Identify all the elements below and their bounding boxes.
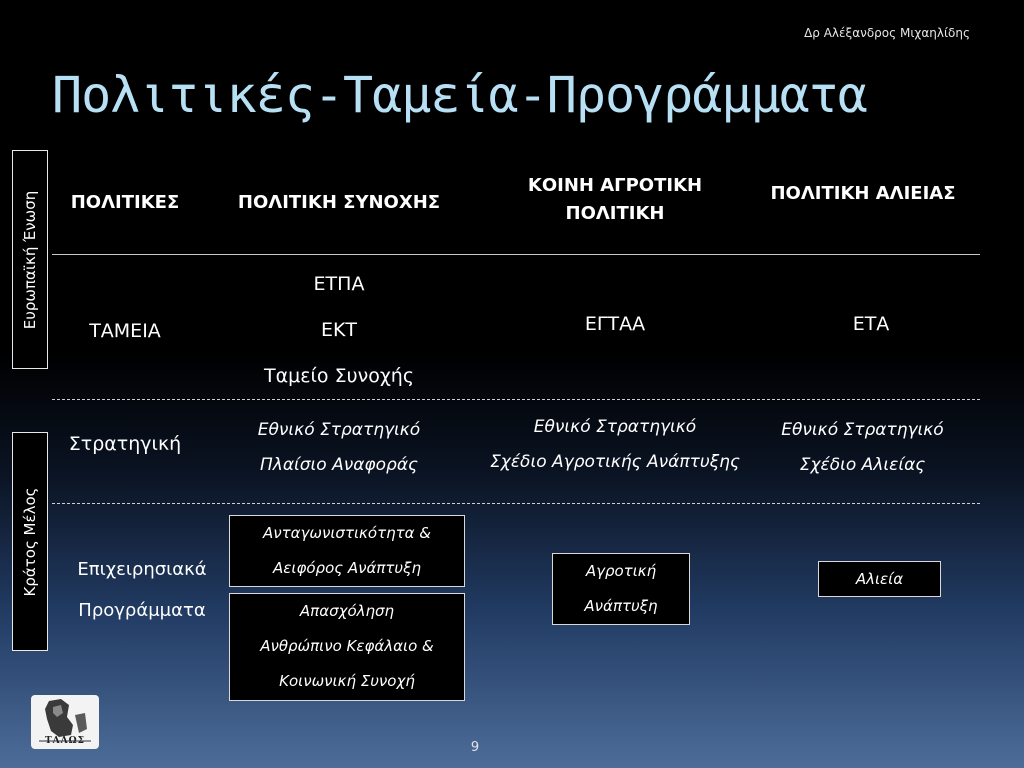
member-state-side-label-text: Κράτος Μέλος — [21, 487, 39, 596]
strategy-label: Στρατηγική — [68, 433, 182, 455]
programmes-label-line1: Επιχειρησιακά — [77, 559, 207, 580]
programmes-label — [52, 549, 232, 631]
cohesion-strategy-line1: Εθνικό Στρατηγικό — [257, 420, 421, 440]
cohesion-funds — [212, 261, 466, 399]
eu-member-divider — [52, 399, 980, 400]
op-competitiveness-line2: Αειφόρος Ανάπτυξη — [273, 559, 421, 577]
fund-cohesion: Ταμείο Συνοχής — [264, 365, 414, 387]
funds-label: ΤΑΜΕΙΑ — [89, 320, 161, 342]
strategy-divider — [52, 503, 980, 504]
fisheries-strategy — [750, 413, 975, 483]
cap-strategy — [470, 410, 760, 480]
cohesion-strategy-line2: Πλαίσιο Αναφοράς — [259, 455, 419, 475]
talos-logo — [31, 695, 99, 749]
op-rural-development-box — [552, 553, 690, 625]
fisheries-strategy-line1: Εθνικό Στρατηγικό — [781, 420, 944, 440]
cap-fund: ΕΓΤΑΑ — [584, 313, 646, 335]
author-name: Δρ Αλέξανδρος Μιχαηλίδης — [804, 26, 970, 40]
fund-etpa: ΕΤΠΑ — [313, 273, 365, 295]
op-competitiveness-line1: Ανταγωνιστικότητα & — [262, 524, 431, 542]
eu-side-label — [12, 150, 48, 369]
fisheries-strategy-line2: Σχέδιο Αλιείας — [799, 455, 926, 475]
page-number: 9 — [470, 740, 480, 755]
logo-text: ΤΑΛΩΣ — [44, 736, 86, 746]
member-state-side-label — [12, 432, 48, 651]
slide-title: Πολιτικές-Ταμεία-Προγράμματα — [52, 66, 867, 124]
fisheries-fund: ΕΤΑ — [852, 313, 890, 335]
header-fisheries-policy: ΠΟΛΙΤΙΚΗ ΑΛΙΕΙΑΣ — [770, 183, 956, 204]
eu-side-label-text: Ευρωπαϊκή Ένωση — [21, 190, 39, 329]
header-cap — [470, 172, 760, 228]
op-rural-development-line2: Ανάπτυξη — [584, 597, 658, 615]
op-fisheries-box: Αλιεία — [818, 561, 941, 597]
header-cohesion-policy: ΠΟΛΙΤΙΚΗ ΣΥΝΟΧΗΣ — [237, 192, 441, 213]
op-rural-development-line1: Αγροτική — [585, 562, 657, 580]
cap-strategy-line2: Σχέδιο Αγροτικής Ανάπτυξης — [490, 452, 740, 472]
op-competitiveness-box — [229, 515, 465, 587]
op-employment-line1: Απασχόληση — [299, 602, 395, 620]
cap-strategy-line1: Εθνικό Στρατηγικό — [533, 417, 697, 437]
header-divider — [52, 254, 980, 255]
fund-ekt: ΕΚΤ — [320, 319, 358, 341]
header-cap-line1: ΚΟΙΝΗ ΑΓΡΟΤΙΚΗ — [527, 175, 703, 196]
header-cap-line2: ΠΟΛΙΤΙΚΗ — [565, 203, 665, 224]
programmes-label-line2: Προγράμματα — [78, 600, 206, 621]
op-employment-line2: Ανθρώπινο Κεφάλαιο & — [260, 637, 434, 655]
op-employment-box — [229, 593, 465, 701]
op-employment-line3: Κοινωνική Συνοχή — [279, 672, 415, 690]
cohesion-strategy — [212, 413, 466, 483]
header-policies: ΠΟΛΙΤΙΚΕΣ — [70, 192, 180, 213]
